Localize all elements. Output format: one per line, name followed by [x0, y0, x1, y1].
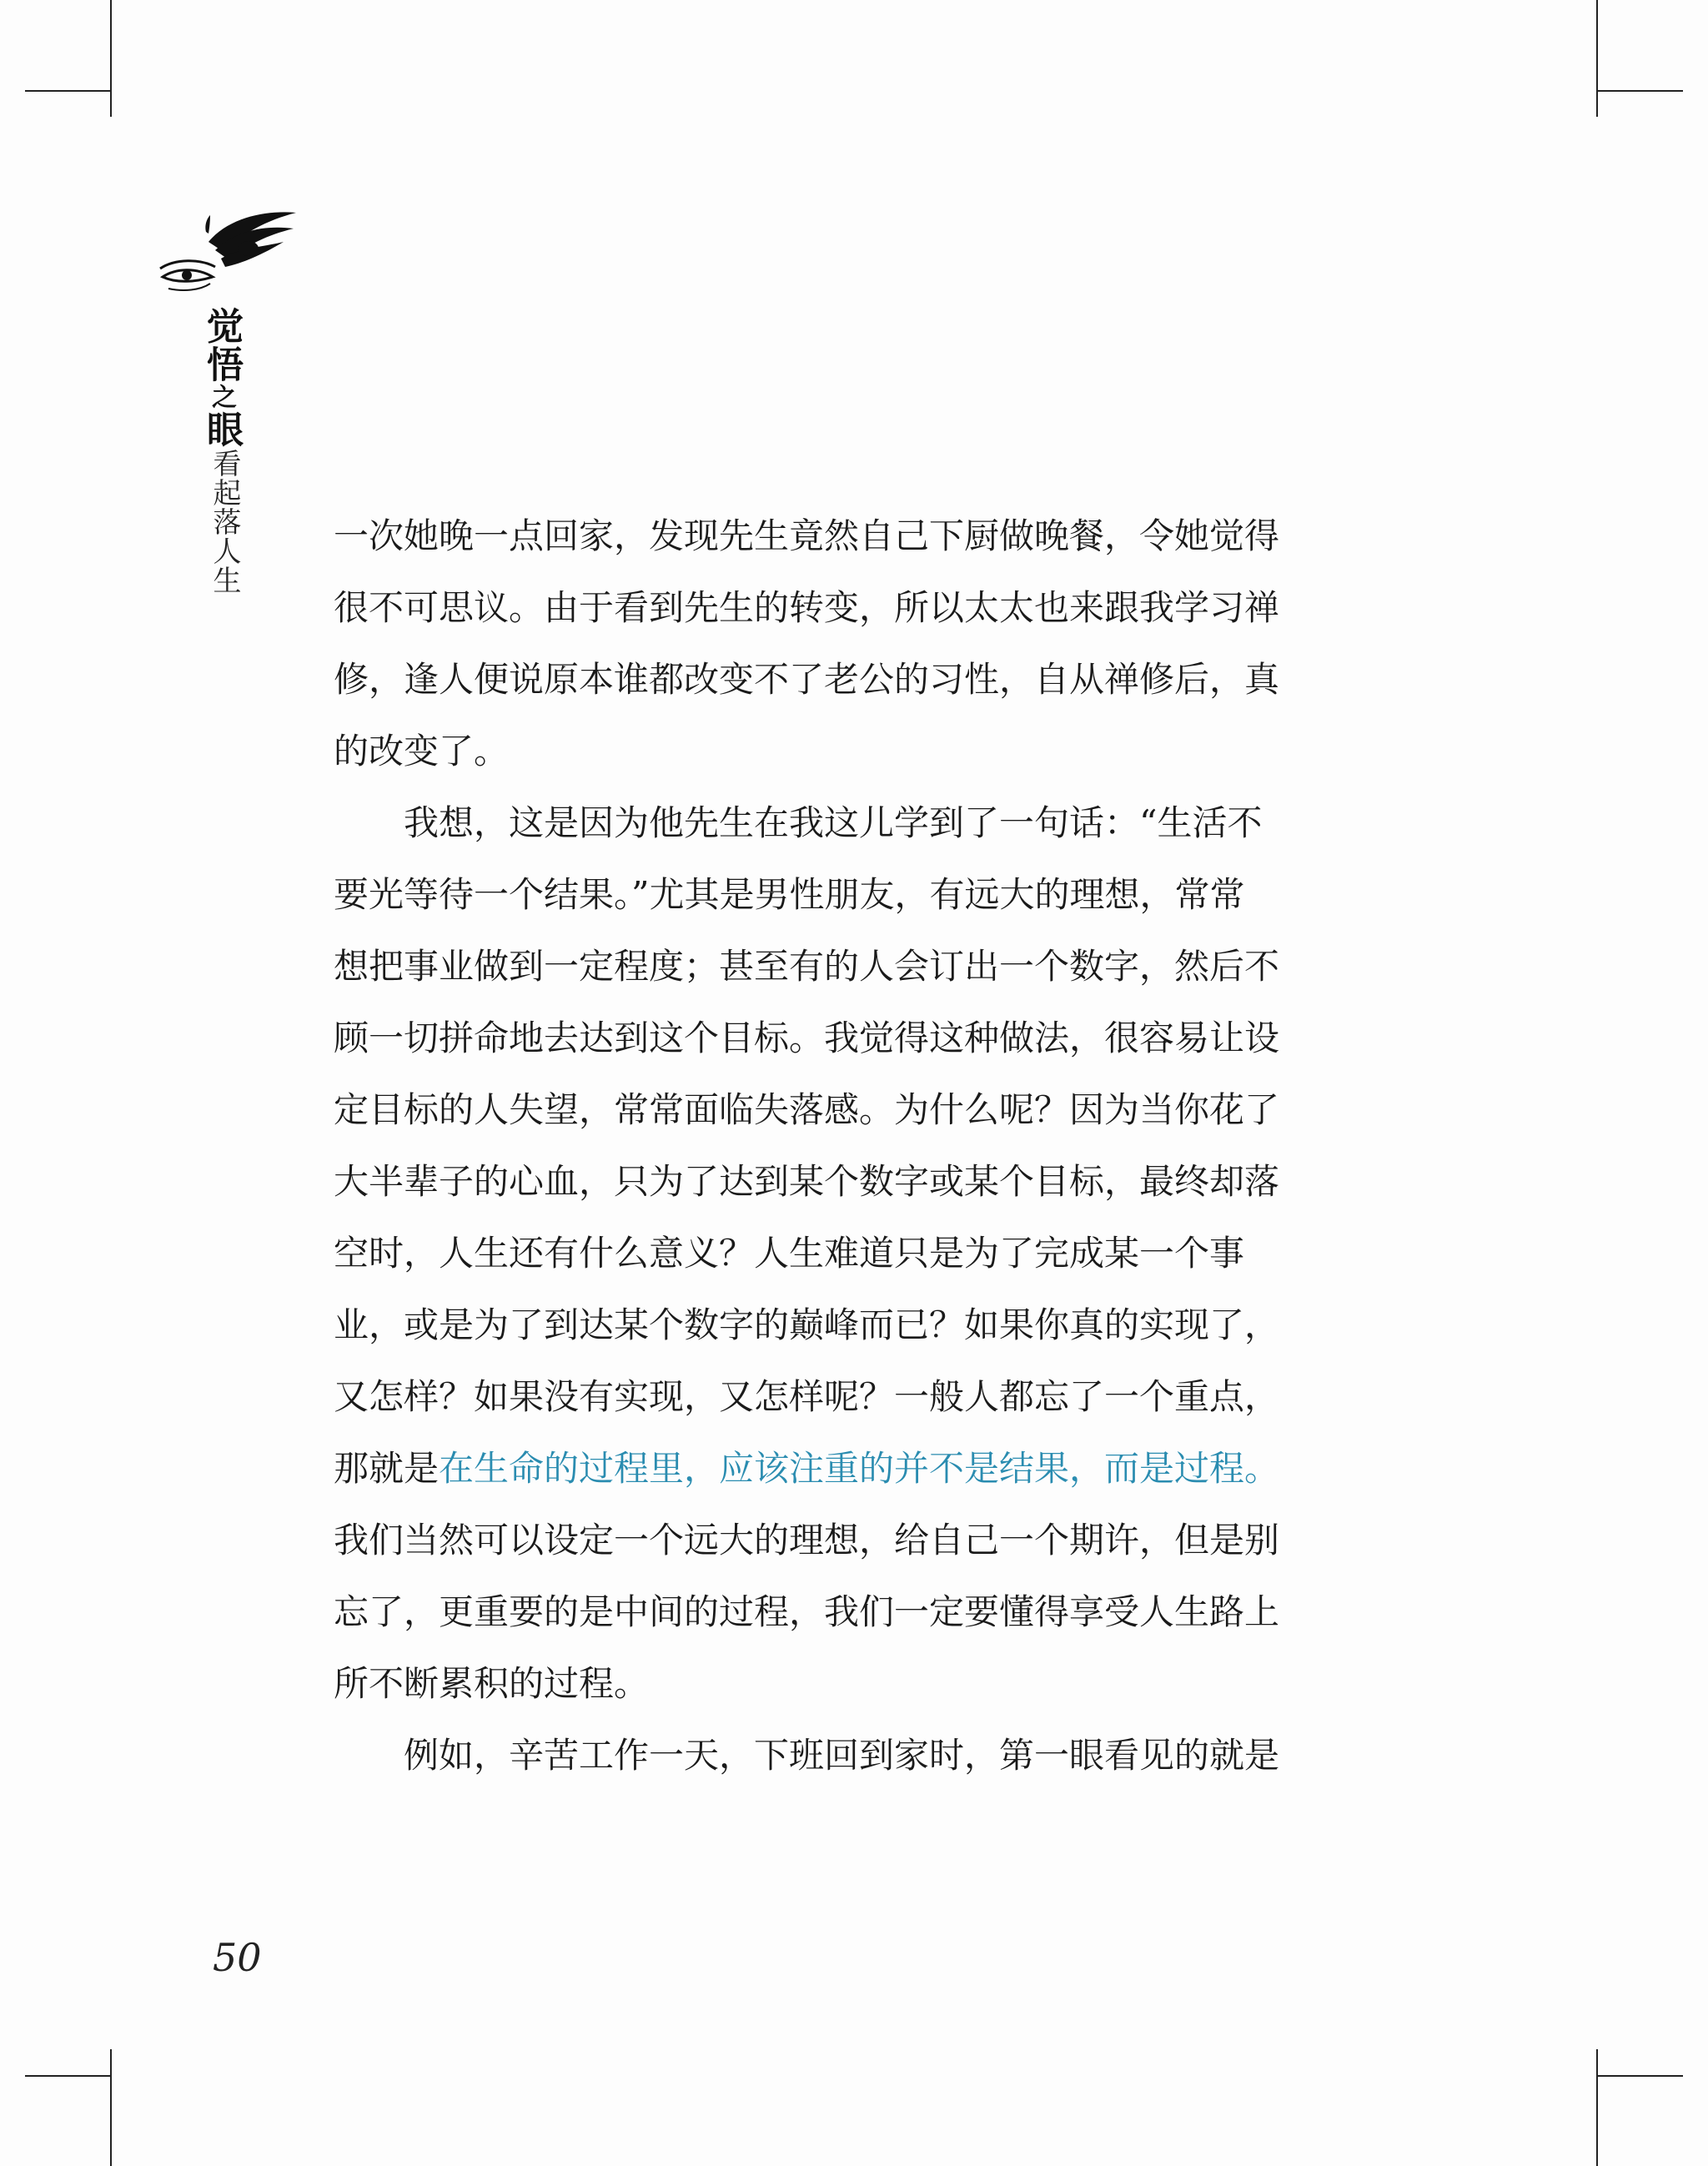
text-line: 很不可思议。由于看到先生的转变，所以太太也来跟我学习禅	[334, 587, 1280, 628]
series-subtitle: 看起落人生	[208, 449, 241, 595]
title-char: 之	[207, 384, 236, 410]
text-line: 我想，这是因为他先生在我这儿学到了一句话：“生活不	[404, 802, 1263, 843]
crop-mark	[1596, 0, 1598, 117]
text-line: 空时，人生还有什么意义？人生难道只是为了完成某一个事	[334, 1233, 1245, 1274]
text-line: 的改变了。	[334, 731, 510, 771]
crop-mark	[25, 90, 112, 92]
text-line: 想把事业做到一定程度；甚至有的人会订出一个数字，然后不	[334, 946, 1280, 987]
title-char: 觉	[200, 307, 243, 345]
text-line: 又怎样？如果没有实现，又怎样呢？一般人都忘了一个重点，	[334, 1376, 1280, 1417]
text-line: 业，或是为了到达某个数字的巅峰而已？如果你真的实现了，	[334, 1304, 1280, 1345]
crop-mark	[1596, 90, 1683, 92]
page-number: 50	[213, 1935, 262, 1980]
text-line: 忘了，更重要的是中间的过程，我们一定要懂得享受人生路上	[334, 1591, 1280, 1632]
body-text	[334, 500, 1351, 1792]
crop-mark	[25, 2075, 112, 2077]
text-line: 所不断累积的过程。	[334, 1663, 650, 1704]
text-line: 定目标的人失望，常常面临失落感。为什么呢？因为当你花了	[334, 1089, 1280, 1130]
highlighted-text: 在生命的过程里，应该注重的并不是结果，而是过程。	[439, 1448, 1280, 1489]
crop-mark	[1596, 2049, 1598, 2166]
series-title	[200, 307, 243, 449]
crop-mark	[1596, 2075, 1683, 2077]
crop-mark	[110, 2049, 112, 2166]
crop-mark	[110, 0, 112, 117]
highlight-prefix: 那就是	[334, 1448, 440, 1489]
text-line: 我们当然可以设定一个远大的理想，给自己一个期许，但是别	[334, 1520, 1280, 1560]
title-char: 眼	[200, 410, 243, 449]
text-line: 例如，辛苦工作一天，下班回到家时，第一眼看见的就是	[404, 1735, 1280, 1776]
text-line: 一次她晚一点回家，发现先生竟然自己下厨做晚餐，令她觉得	[334, 515, 1280, 556]
title-char: 悟	[200, 345, 243, 384]
eyes-logo-icon	[158, 209, 300, 304]
text-line: 修，逢人便说原本谁都改变不了老公的习性，自从禅修后，真	[334, 659, 1280, 700]
text-line-highlight	[334, 1433, 1351, 1505]
text-line: 大半辈子的心血，只为了达到某个数字或某个目标，最终却落	[334, 1161, 1280, 1202]
text-line: 要光等待一个结果。”尤其是男性朋友，有远大的理想，常常	[334, 874, 1245, 915]
text-line: 顾一切拼命地去达到这个目标。我觉得这种做法，很容易让设	[334, 1018, 1280, 1058]
